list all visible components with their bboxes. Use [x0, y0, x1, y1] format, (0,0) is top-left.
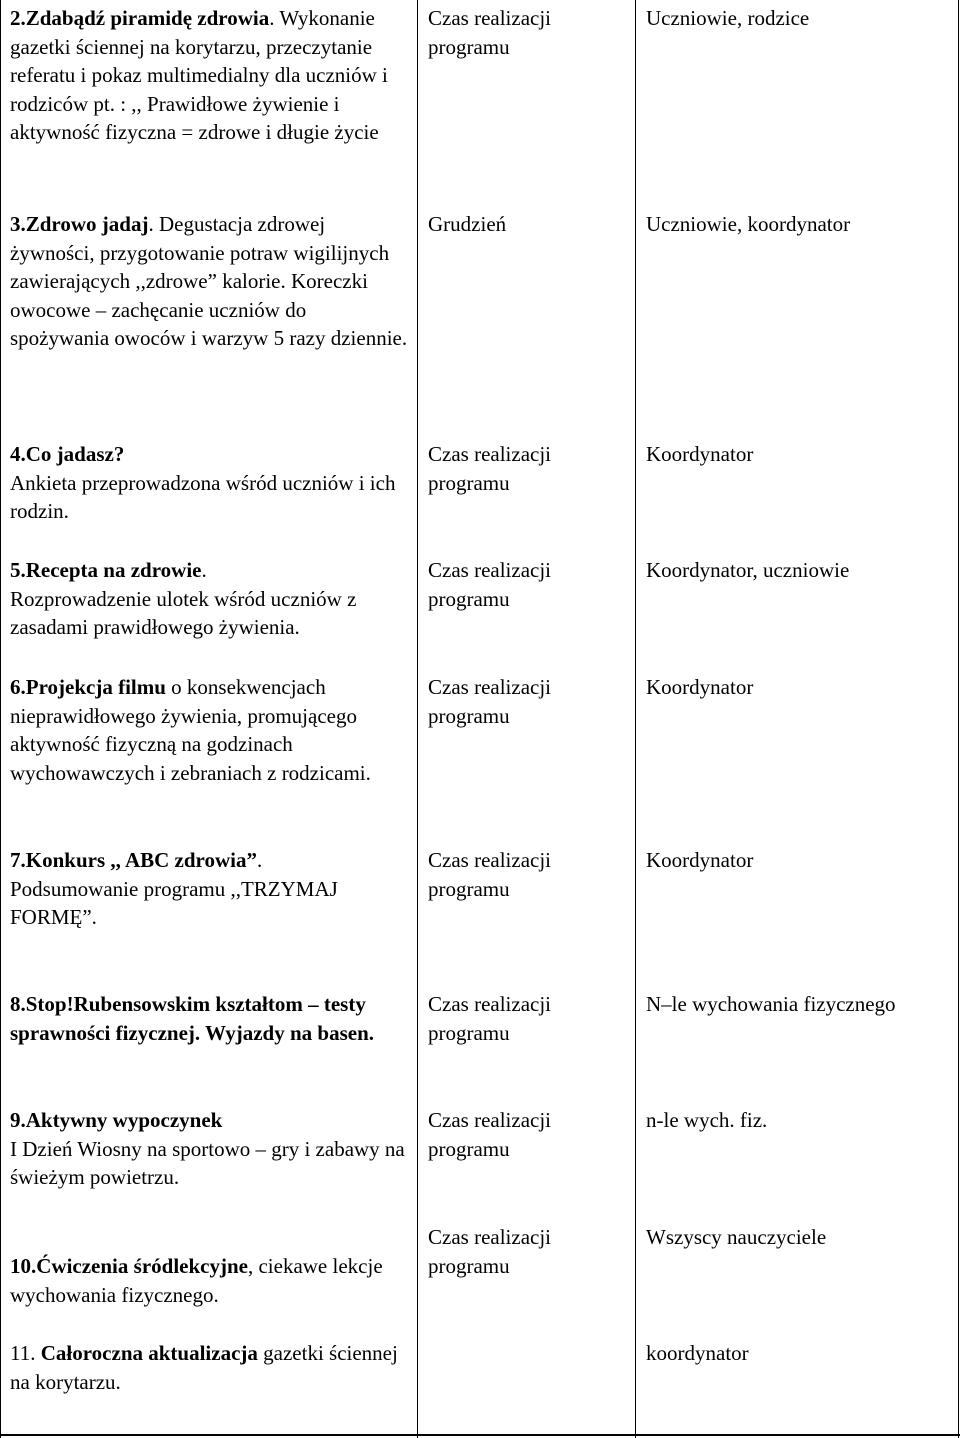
- table-row-responsible: Koordynator: [646, 675, 754, 699]
- activity-title: Recepta na zdrowie: [25, 558, 202, 582]
- activity-number: 11.: [10, 1341, 41, 1365]
- table-column-divider-2: [635, 0, 636, 1438]
- activity-title: Konkurs ,, ABC zdrowia”: [25, 848, 257, 872]
- table-row-time: Grudzień: [428, 212, 507, 236]
- table-row-responsible: koordynator: [646, 1341, 749, 1365]
- activity-title: Stop!Rubensowskim kształtom – testy sprawności fizycznej. Wyjazdy na basen.: [10, 992, 374, 1045]
- table-row-time: Czas realizacji programu: [428, 992, 552, 1045]
- table-row-activity: [10, 1339, 410, 1396]
- activity-description: , ciekawe lekcje wychowania fizycznego.: [10, 1254, 383, 1307]
- table-row-activity: 5.Recepta na zdrowie. Rozprowadzenie ulotek wśród uczniów z zasadami prawidłowego żywienia.: [10, 558, 357, 639]
- activity-title: Zdabądź piramidę zdrowia: [25, 6, 270, 30]
- table-row-activity: 7.Konkurs ,, ABC zdrowia”. Podsumowanie programu ,,TRZYMAJ FORMĘ”.: [10, 848, 338, 929]
- table-row-responsible: Wszyscy nauczyciele: [646, 1225, 827, 1249]
- table-row-responsible: Koordynator, uczniowie: [646, 558, 850, 582]
- table-row-responsible: n-le wych. fiz.: [646, 1108, 768, 1132]
- table-row-activity: 2.Zdabądź piramidę zdrowia. Wykonanie gazetki ściennej na korytarzu, przeczytanie referatu i pokaz multimedialny dla uczniów i rodziców pt. : ,, Prawidłowe żywienie i aktywność fizyczna = zdrowe i długie życie: [10, 6, 388, 144]
- table-row-activity: 3.Zdrowo jadaj. Degustacja zdrowej żywności, przygotowanie potraw wigilijnych zawierających ,,zdrowe” kalorie. Koreczki owocowe – zachęcanie uczniów do spożywania owoców i warzyw 5 razy dziennie.: [10, 212, 408, 350]
- table-row-activity: [10, 1106, 410, 1192]
- table-row-time: Czas realizacji programu: [428, 6, 552, 59]
- activity-title: Co jadasz?: [25, 442, 125, 466]
- table-row-activity: [10, 673, 410, 787]
- activity-number: 3.: [10, 212, 26, 236]
- activity-title: Projekcja filmu: [25, 675, 166, 699]
- activity-number: 5.: [10, 558, 26, 582]
- table-row-responsible: N–le wychowania fizycznego: [646, 992, 896, 1016]
- activity-number: 9.: [10, 1108, 26, 1132]
- activity-number: 8.: [10, 992, 26, 1016]
- activity-description: o konsekwencjach nieprawidłowego żywienia, promującego aktywność fizyczną na godzinach wychowawczych i zebraniach z rodzicami.: [10, 675, 371, 785]
- table-row-time: Czas realizacji programu: [428, 1225, 552, 1278]
- activity-title: Zdrowo jadaj: [25, 212, 149, 236]
- activity-description: Wykonanie gazetki ściennej na korytarzu, przeczytanie referatu i pokaz multimedialny dla uczniów i rodziców pt. : ,, Prawidłowe żywienie i aktywność fizyczna = zdrowe i długie życie: [10, 6, 388, 144]
- activity-description: I Dzień Wiosny na sportowo – gry i zabawy na świeżym powietrzu.: [10, 1136, 405, 1189]
- table-row-time: Czas realizacji programu: [428, 848, 552, 901]
- table-row-responsible: Uczniowie, koordynator: [646, 212, 851, 236]
- activity-number: 6.: [10, 675, 26, 699]
- table-row-activity: [10, 440, 410, 526]
- table-border-left: [0, 0, 1, 1438]
- activity-title: Całoroczna aktualizacja: [40, 1341, 258, 1365]
- activity-description: Rozprowadzenie ulotek wśród uczniów z zasadami prawidłowego żywienia.: [10, 586, 357, 639]
- activity-number: 2.: [10, 6, 26, 30]
- table-row-responsible: Uczniowie, rodzice: [646, 6, 810, 30]
- table-column-divider-1: [417, 0, 418, 1438]
- activity-title: Aktywny wypoczynek: [25, 1108, 223, 1132]
- table-row-time: Czas realizacji programu: [428, 1108, 552, 1161]
- table-row-activity: [10, 1252, 410, 1309]
- table-border-right: [958, 0, 959, 1438]
- activity-description: Degustacja zdrowej żywności, przygotowanie potraw wigilijnych zawierających ,,zdrowe” kalorie. Koreczki owocowe – zachęcanie uczniów do spożywania owoców i warzyw 5 razy dziennie.: [10, 212, 408, 350]
- activity-number: 10.: [10, 1254, 37, 1278]
- table-row-time: Czas realizacji programu: [428, 442, 552, 495]
- table-row-responsible: Koordynator: [646, 442, 754, 466]
- activity-description: Podsumowanie programu ,,TRZYMAJ FORMĘ”.: [10, 876, 338, 929]
- activity-number: 7.: [10, 848, 26, 872]
- activity-description: Ankieta przeprowadzona wśród uczniów i ich rodzin.: [10, 470, 396, 523]
- activity-title: Ćwiczenia śródlekcyjne: [36, 1254, 248, 1278]
- activity-description: gazetki ściennej na korytarzu.: [10, 1341, 398, 1394]
- table-border-bottom: [0, 1434, 960, 1436]
- table-row-time: Czas realizacji programu: [428, 558, 552, 611]
- table-row-time: Czas realizacji programu: [428, 675, 552, 728]
- activity-number: 4.: [10, 442, 26, 466]
- table-row-responsible: Koordynator: [646, 848, 754, 872]
- table-row-activity: [10, 990, 410, 1047]
